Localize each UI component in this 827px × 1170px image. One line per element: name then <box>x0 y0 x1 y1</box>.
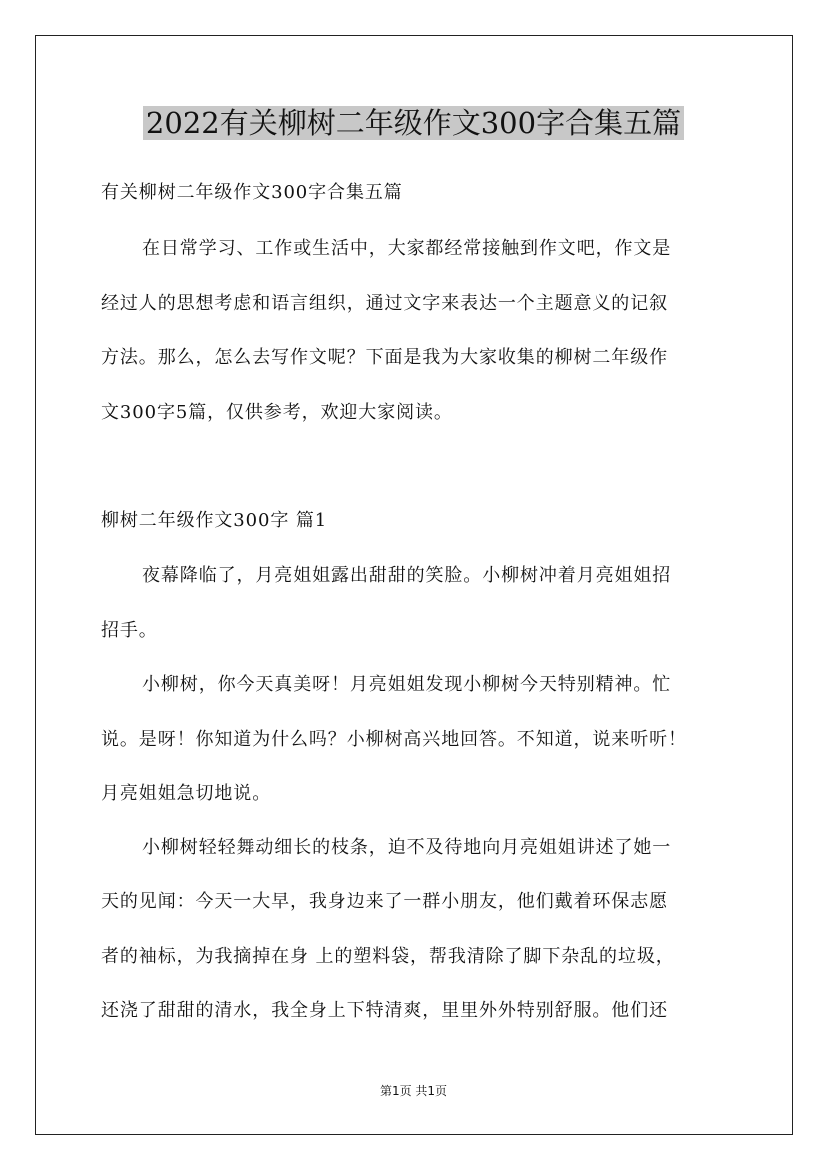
document-title <box>0 103 827 143</box>
paragraph-line: 月亮姐姐急切地说。 <box>101 783 272 804</box>
intro-line: 经过人的思想考虑和语言组织，通过文字来表达一个主题意义的记叙 <box>101 293 668 314</box>
document-title-text: 2022有关柳树二年级作文300字合集五篇 <box>143 106 684 140</box>
page-footer: 第1页 共1页 <box>379 1084 448 1098</box>
intro-line: 方法。那么，怎么去写作文呢？下面是我为大家收集的柳树二年级作 <box>101 347 668 368</box>
paragraph-line: 夜幕降临了，月亮姐姐露出甜甜的笑脸。小柳树冲着月亮姐姐招 <box>142 565 672 586</box>
paragraph-line: 说。是呀！你知道为什么吗？小柳树高兴地回答。不知道，说来听听！ <box>101 729 687 750</box>
paragraph-line: 者的袖标，为我摘掉在身 上的塑料袋，帮我清除了脚下杂乱的垃圾， <box>101 946 675 967</box>
intro-line: 文300字5篇，仅供参考，欢迎大家阅读。 <box>101 402 453 423</box>
paragraph-line: 天的见闻：今天一大早，我身边来了一群小朋友，他们戴着环保志愿 <box>101 891 668 912</box>
paragraph-line: 还浇了甜甜的清水，我全身上下特清爽，里里外外特别舒服。他们还 <box>101 1000 668 1021</box>
paragraph-line: 小柳树，你今天真美呀！月亮姐姐发现小柳树今天特别精神。忙 <box>142 674 672 695</box>
paragraph-line: 小柳树轻轻舞动细长的枝条，迫不及待地向月亮姐姐讲述了她一 <box>142 837 672 858</box>
paragraph-line: 招手。 <box>101 620 158 641</box>
intro-line: 在日常学习、工作或生活中，大家都经常接触到作文吧，作文是 <box>142 238 672 259</box>
section-heading: 柳树二年级作文300字 篇1 <box>101 510 328 531</box>
document-subtitle: 有关柳树二年级作文300字合集五篇 <box>101 182 403 203</box>
